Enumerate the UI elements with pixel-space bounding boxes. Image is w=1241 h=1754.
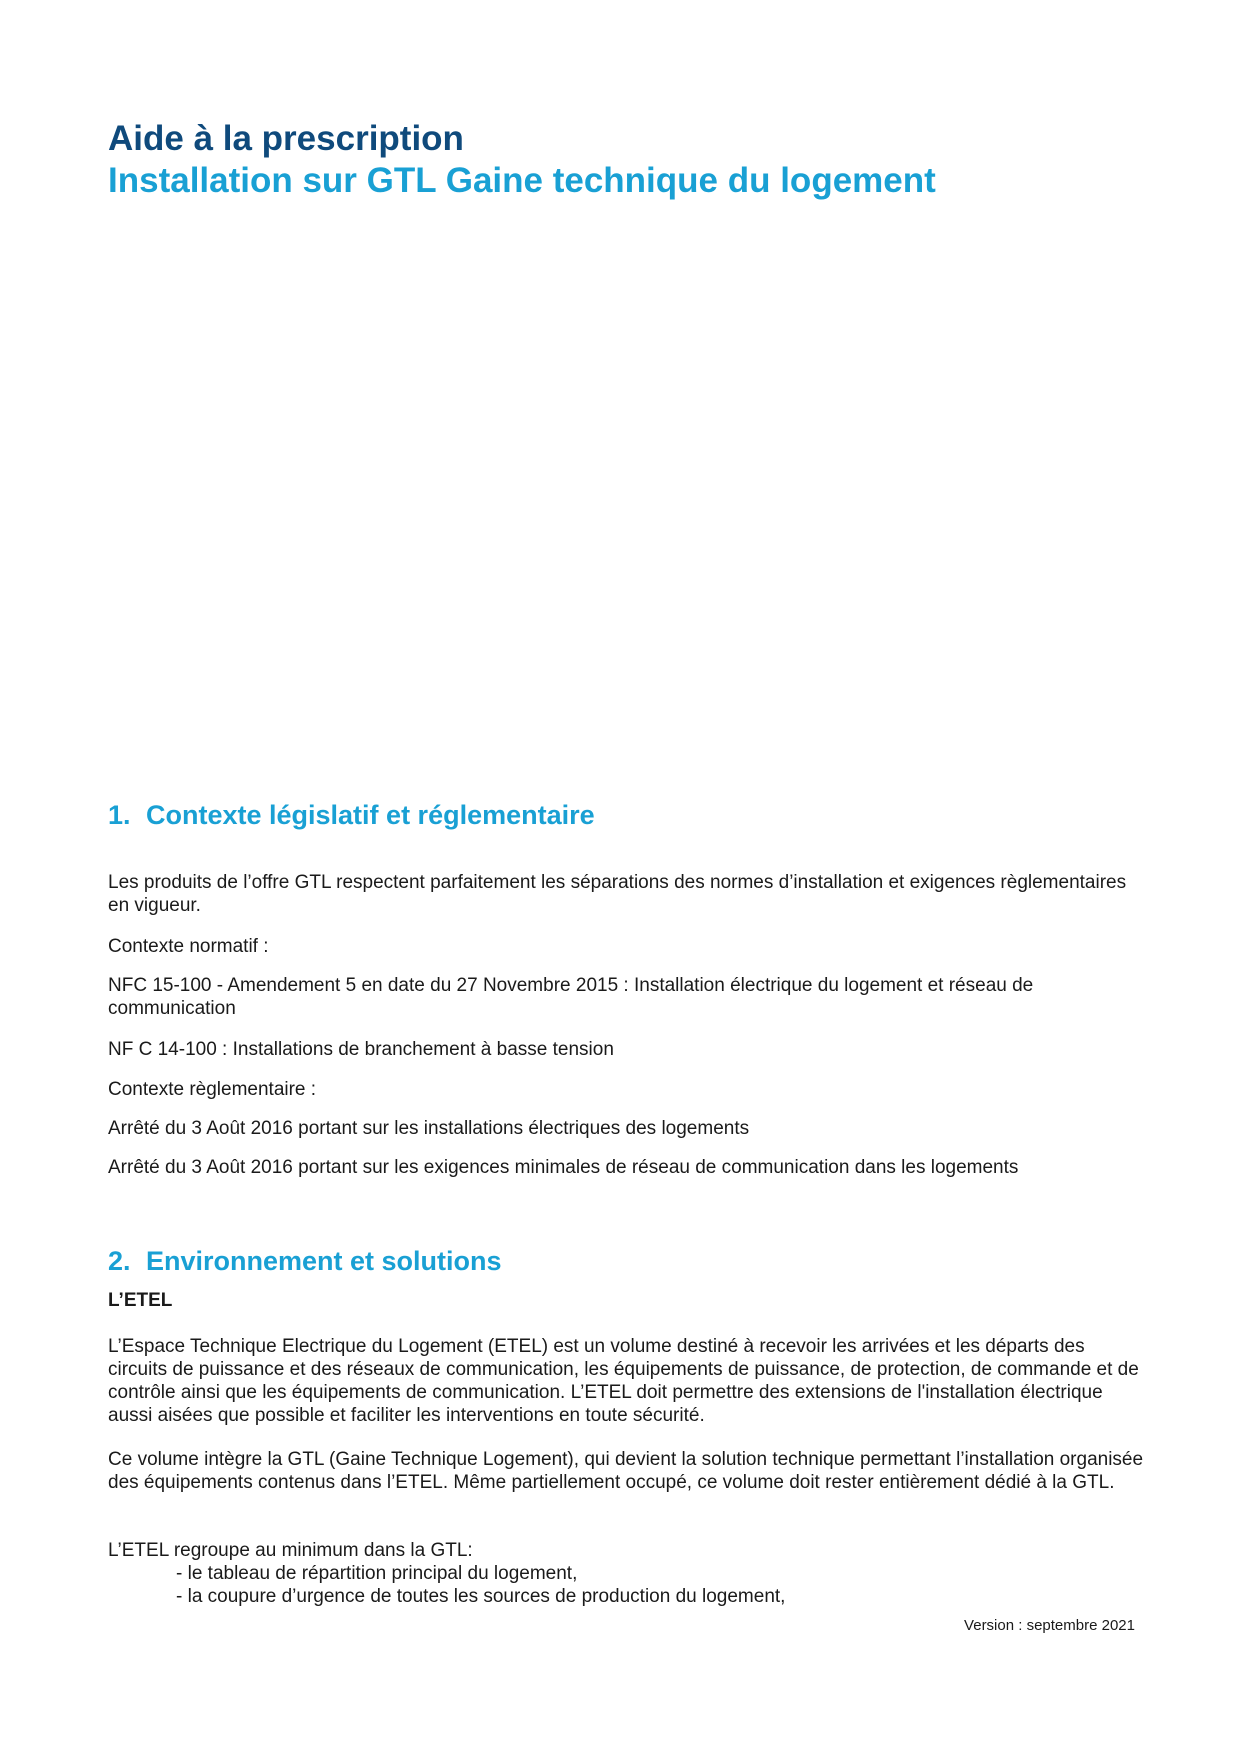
list-item: - le tableau de répartition principal du logement, <box>176 1563 578 1584</box>
section-1-heading <box>108 798 595 832</box>
section-2-number: 2. <box>108 1246 131 1276</box>
section-2-title: Environnement et solutions <box>146 1246 502 1276</box>
section-1-nfc-15-100: NFC 15-100 - Amendement 5 en date du 27 Novembre 2015 : Installation électrique du logement et réseau de communication <box>108 975 1034 1019</box>
section-1-regulatory-label: Contexte règlementaire : <box>108 1079 317 1100</box>
list-item: - la coupure d’urgence de toutes les sources de production du logement, <box>176 1586 786 1607</box>
section-2-heading <box>108 1244 502 1278</box>
section-2-subheading: L’ETEL <box>108 1290 173 1311</box>
section-2-paragraph-list-intro: L’ETEL regroupe au minimum dans la GTL: <box>108 1540 473 1561</box>
document-title: Aide à la prescription <box>108 119 464 158</box>
title-block <box>108 118 1148 202</box>
document-subtitle: Installation sur GTL Gaine technique du logement <box>108 161 936 200</box>
section-1-paragraph-intro: Les produits de l’offre GTL respectent parfaitement les séparations des normes d’installation et exigences règlementaires en vigueur. <box>108 872 1127 916</box>
version-label: Version : septembre 2021 <box>964 1617 1135 1634</box>
section-1-title: Contexte législatif et réglementaire <box>146 800 595 830</box>
section-2-paragraph-etel: L’Espace Technique Electrique du Logement (ETEL) est un volume destiné à recevoir les arrivées et les départs des circuits de puissance et des réseaux de communication, les équipements de puissance, de protection, de commande et de contrôle ainsi que les équipements de communication. L’ETEL doit permettre des extensions de l'installation électrique aussi aisées que possible et faciliter les interventions en toute sécurité. <box>108 1336 1139 1426</box>
section-1-normative-label: Contexte normatif : <box>108 936 269 957</box>
section-1-arrete-communication: Arrêté du 3 Août 2016 portant sur les exigences minimales de réseau de communication dans les logements <box>108 1157 1019 1178</box>
section-2-paragraph-gtl: Ce volume intègre la GTL (Gaine Technique Logement), qui devient la solution technique permettant l’installation organisée des équipements contenus dans l’ETEL. Même partiellement occupé, ce volume doit rester entièrement dédié à la GTL. <box>108 1449 1144 1493</box>
section-1-arrete-electrical: Arrêté du 3 Août 2016 portant sur les installations électriques des logements <box>108 1118 750 1139</box>
section-1-number: 1. <box>108 800 131 830</box>
section-1-nfc-14-100: NF C 14-100 : Installations de branchement à basse tension <box>108 1039 614 1060</box>
